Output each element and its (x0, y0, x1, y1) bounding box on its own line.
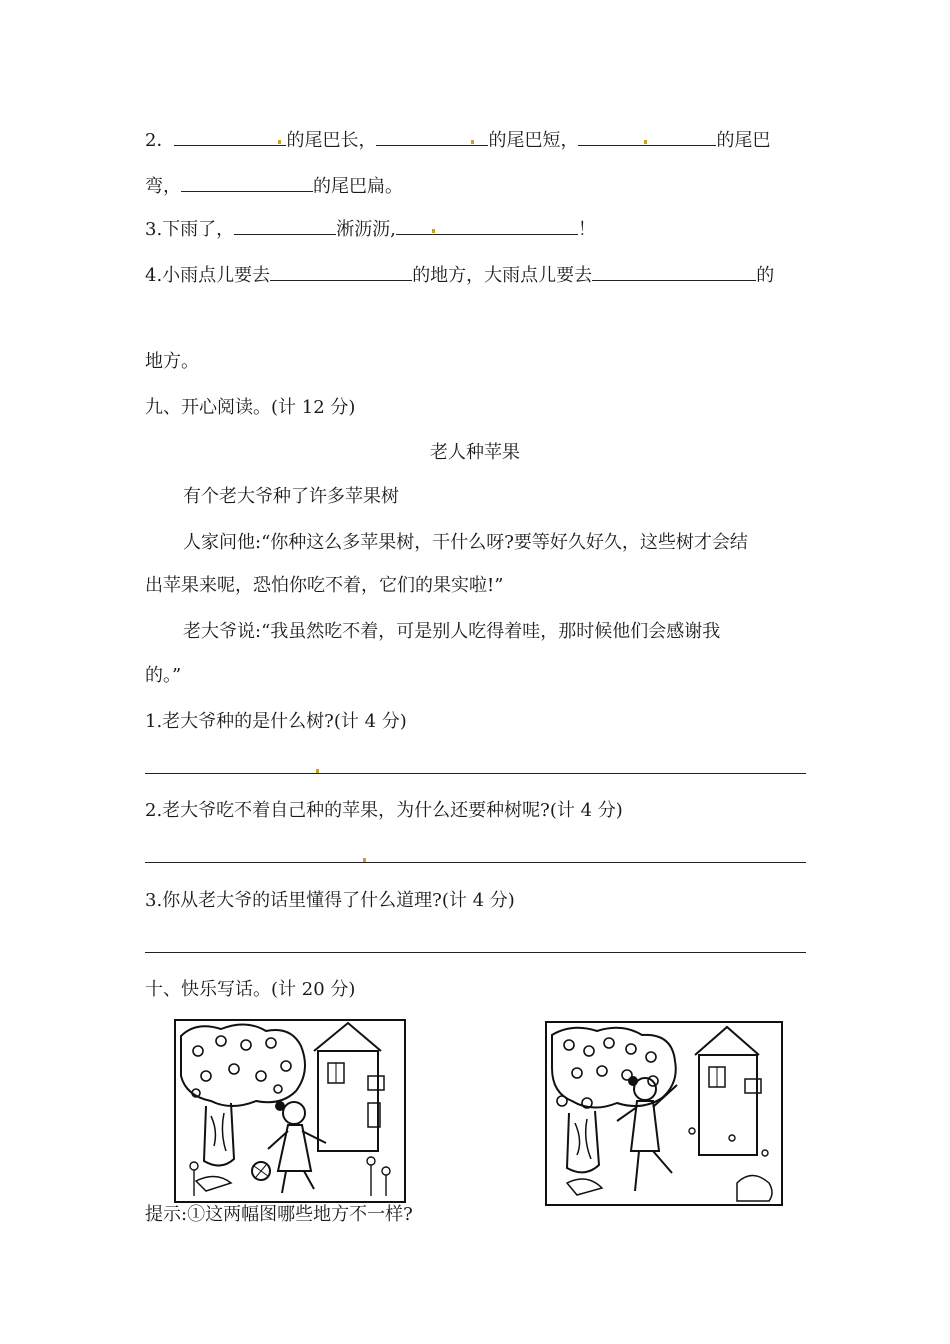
question-text: 淅沥沥, (336, 219, 396, 240)
question-text: 的 (756, 265, 775, 286)
reading-paragraph-3-line-2: 的。” (145, 665, 182, 686)
question-number: 3. (145, 219, 163, 240)
answer-blank[interactable] (181, 173, 313, 192)
question-3 (145, 216, 596, 242)
writing-hint: 提示:①这两幅图哪些地方不一样? (145, 1204, 413, 1225)
reading-paragraph-2-line-2: 出苹果来呢，恐怕你吃不着，它们的果实啦!” (145, 575, 504, 596)
question-text: 下雨了， (162, 219, 235, 240)
question-text: 的尾巴扁。 (313, 176, 403, 197)
question-number: 2． (145, 130, 175, 151)
question-text: ！ (577, 219, 596, 240)
question-text: 的尾巴 (716, 130, 771, 151)
reading-question-1: 1.老大爷种的是什么树?(计 4 分) (145, 711, 407, 732)
answer-blank[interactable] (592, 262, 756, 281)
answer-blank[interactable] (376, 127, 488, 146)
question-text: 的地方，大雨点儿要去 (412, 265, 593, 286)
question-2-line-2 (145, 173, 403, 199)
question-text: 的尾巴短， (488, 130, 579, 151)
question-4-line-1 (145, 262, 774, 288)
section-10-heading: 十、快乐写话。(计 20 分) (145, 979, 356, 1000)
question-text: 4.小雨点儿要去 (145, 265, 271, 286)
answer-blank[interactable] (270, 262, 412, 281)
question-text: 弯， (145, 176, 181, 197)
answer-line-1[interactable] (145, 773, 806, 774)
reading-question-2: 2.老大爷吃不着自己种的苹果，为什么还要种树呢?(计 4 分) (145, 800, 623, 821)
question-text: 的尾巴长， (286, 130, 377, 151)
question-2-line-1 (145, 127, 770, 153)
reading-title: 老人种苹果 (430, 442, 520, 463)
answer-line-2[interactable] (145, 862, 806, 863)
picture-girl-under-apple-tree (545, 1021, 783, 1206)
reading-question-3: 3.你从老大爷的话里懂得了什么道理?(计 4 分) (145, 890, 515, 911)
answer-blank[interactable] (578, 127, 716, 146)
reading-paragraph-3-line-1: 老大爷说:“我虽然吃不着，可是别人吃得着哇，那时候他们会感谢我 (183, 621, 721, 642)
answer-blank[interactable] (234, 216, 336, 235)
reading-paragraph-2-line-1: 人家问他:“你种这么多苹果树，干什么呀?要等好久好久，这些树才会结 (183, 532, 748, 553)
answer-line-3[interactable] (145, 952, 806, 953)
answer-blank[interactable] (174, 127, 286, 146)
question-4-line-2: 地方。 (145, 351, 199, 372)
section-9-heading: 九、开心阅读。(计 12 分) (145, 397, 356, 418)
picture-girl-kicking-ball (174, 1019, 406, 1203)
answer-blank[interactable] (396, 216, 578, 235)
reading-paragraph-1: 有个老大爷种了许多苹果树 (183, 486, 399, 507)
